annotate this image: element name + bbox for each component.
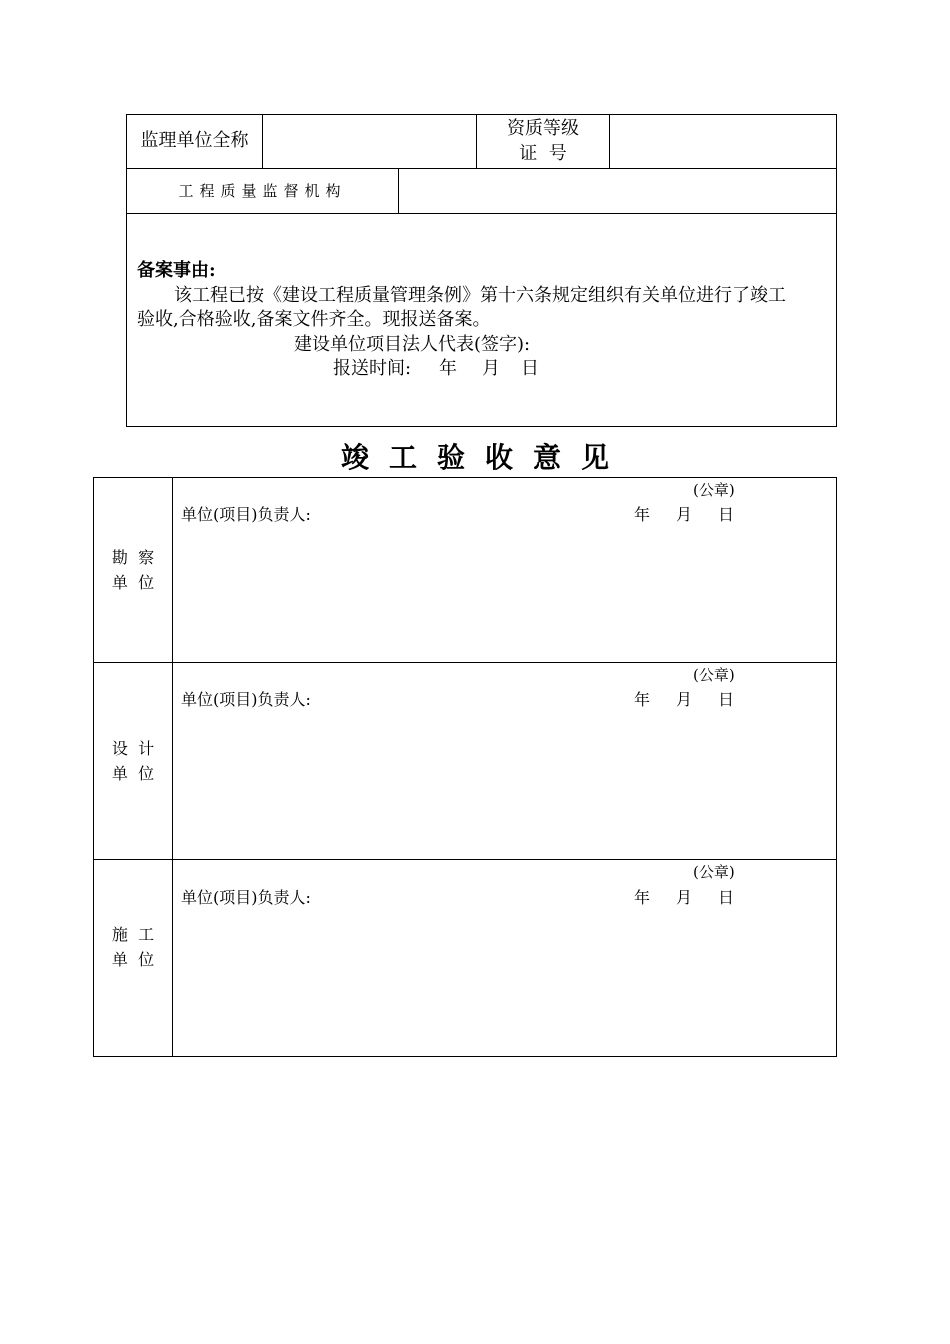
qualification-field[interactable]	[610, 115, 836, 167]
construction-year-label: 年	[634, 888, 651, 907]
qualification-label-line1: 资质等级	[507, 118, 579, 139]
design-responsible-label: 单位(项目)负责人:	[181, 690, 311, 709]
acceptance-table-divider-2	[93, 859, 837, 860]
construction-responsible-label: 单位(项目)负责人:	[181, 888, 311, 907]
construction-unit-label-line1: 施 工	[111, 925, 155, 944]
quality-agency-label: 工程质量监督机构	[178, 182, 347, 200]
supervision-unit-field[interactable]	[263, 115, 475, 167]
submit-year-label: 年	[439, 358, 457, 379]
design-day-label: 日	[718, 690, 735, 709]
filing-reason-text-line1: 该工程已按《建设工程质量管理条例》第十六条规定组织有关单位进行了竣工	[174, 285, 786, 306]
qualification-label-line2: 证 号	[519, 143, 567, 164]
construction-seal-label: (公章)	[693, 863, 735, 881]
survey-opinion-area[interactable]	[173, 530, 836, 661]
filing-reason-text-line2: 验收,合格验收,备案文件齐全。现报送备案。	[137, 309, 491, 330]
construction-month-label: 月	[676, 888, 693, 907]
design-unit-label-line1: 设 计	[111, 739, 155, 758]
survey-month-label: 月	[676, 505, 693, 524]
construction-day-label: 日	[718, 888, 735, 907]
survey-unit-label-line2: 单 位	[111, 573, 155, 592]
design-opinion-area[interactable]	[173, 715, 836, 858]
survey-day-label: 日	[718, 505, 735, 524]
design-month-label: 月	[676, 690, 693, 709]
section-title: 竣工验收意见	[340, 441, 629, 474]
submit-month-label: 月	[482, 358, 500, 379]
filing-reason-heading: 备案事由:	[137, 260, 216, 281]
design-unit-label-line2: 单 位	[111, 764, 155, 783]
construction-opinion-area[interactable]	[173, 913, 836, 1055]
design-year-label: 年	[634, 690, 651, 709]
filing-table-divider-2	[126, 213, 837, 214]
quality-agency-field[interactable]	[399, 169, 836, 212]
submit-time-label: 报送时间:	[333, 358, 412, 379]
design-seal-label: (公章)	[693, 666, 735, 684]
construction-unit-label-line2: 单 位	[111, 950, 155, 969]
acceptance-table-divider-1	[93, 662, 837, 663]
survey-year-label: 年	[634, 505, 651, 524]
survey-responsible-label: 单位(项目)负责人:	[181, 505, 311, 524]
supervision-unit-label: 监理单位全称	[140, 130, 249, 151]
legal-rep-signature-label: 建设单位项目法人代表(签字):	[294, 334, 531, 355]
survey-seal-label: (公章)	[693, 481, 735, 499]
submit-day-label: 日	[521, 358, 539, 379]
survey-unit-label-line1: 勘 察	[111, 548, 155, 567]
